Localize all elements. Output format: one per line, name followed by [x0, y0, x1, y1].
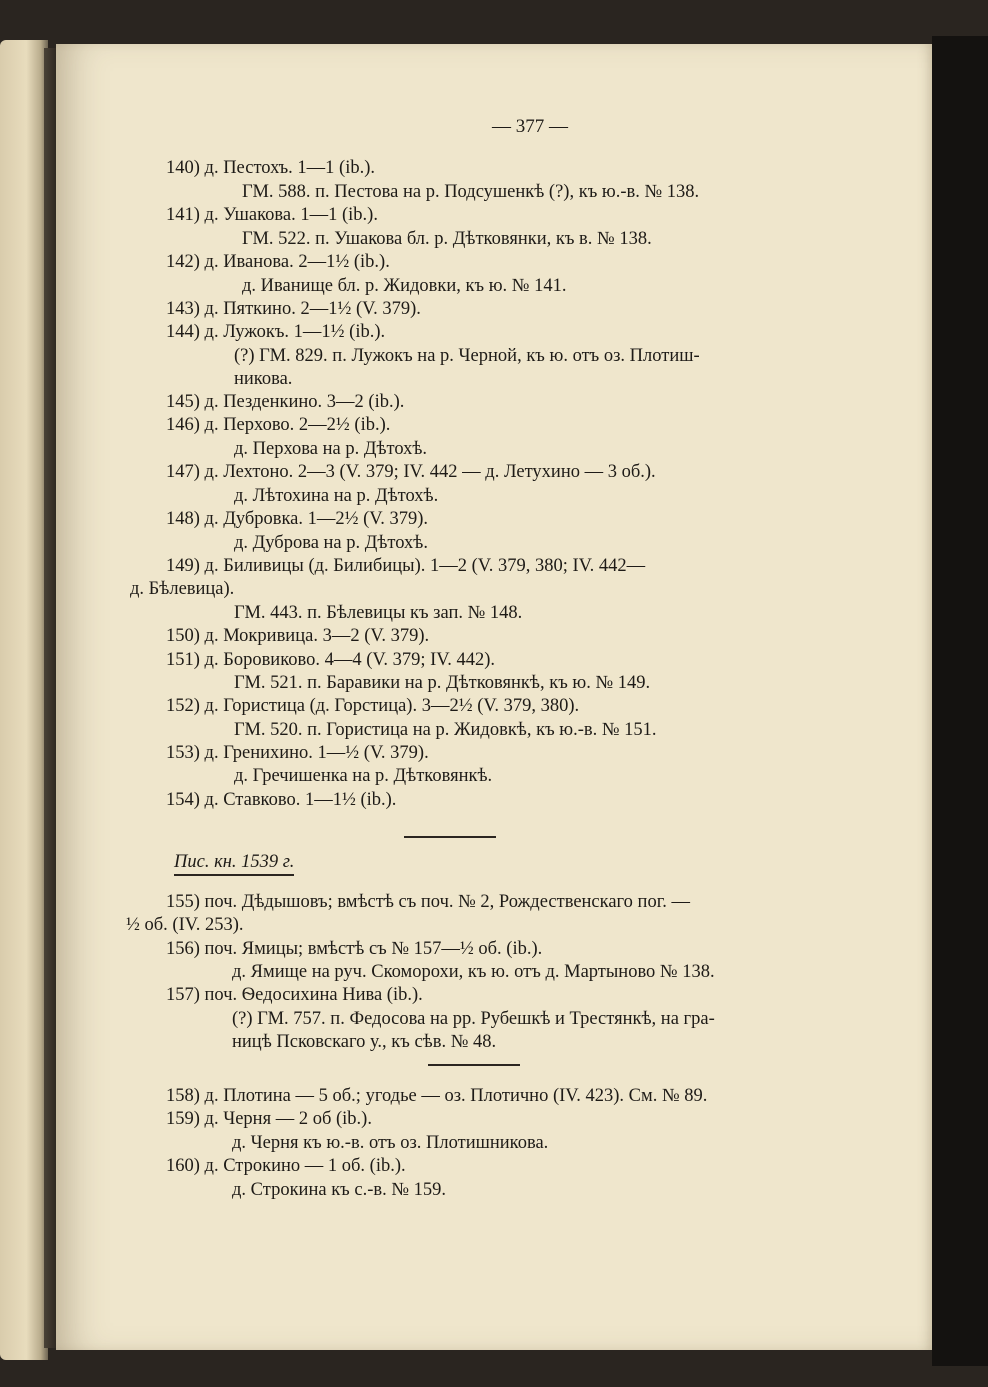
- entry-line: (?) ГМ. 757. п. Федосова на рр. Рубешкѣ и Трестянкѣ, на гра-: [232, 1009, 715, 1029]
- section-title: Пис. кн. 1539 г.: [174, 852, 294, 876]
- entry-line: 150) д. Мокривица. 3—2 (V. 379).: [166, 626, 430, 646]
- entry-line: ГМ. 520. п. Гористица на р. Жидовкѣ, къ ю.-в. № 151.: [234, 720, 657, 740]
- page-number: — 377 —: [492, 116, 568, 137]
- entry-line: 142) д. Иванова. 2—1½ (ib.).: [166, 252, 390, 272]
- entry-line: д. Черня къ ю.-в. отъ оз. Плотишникова.: [232, 1133, 549, 1153]
- left-page-edge: [0, 40, 48, 1360]
- entry-line: никова.: [234, 369, 293, 389]
- entry-line: д. Иванище бл. р. Жидовки, къ ю. № 141.: [242, 276, 567, 296]
- entry-line: (?) ГМ. 829. п. Лужокъ на р. Черной, къ ю. отъ оз. Плотиш-: [234, 346, 700, 366]
- entry-line: 158) д. Плотина — 5 об.; угодье — оз. Плотично (IV. 423). См. № 89.: [166, 1086, 708, 1106]
- entry-line: 144) д. Лужокъ. 1—1½ (ib.).: [166, 322, 386, 342]
- entry-line: 151) д. Боровиково. 4—4 (V. 379; IV. 442).: [166, 650, 496, 670]
- entry-line: 154) д. Ставково. 1—1½ (ib.).: [166, 790, 397, 810]
- entry-line: 153) д. Гренихино. 1—½ (V. 379).: [166, 743, 429, 763]
- entry-line: 160) д. Строкино — 1 об. (ib.).: [166, 1156, 406, 1176]
- entry-line: 145) д. Пезденкино. 3—2 (ib.).: [166, 392, 405, 412]
- entry-line: 148) д. Дубровка. 1—2½ (V. 379).: [166, 509, 429, 529]
- entry-line: ницѣ Псковскаго у., къ сѣв. № 48.: [232, 1032, 497, 1052]
- entry-line: 140) д. Пестохъ. 1—1 (ib.).: [166, 158, 376, 178]
- entry-line: ГМ. 588. п. Пестова на р. Подсушенкѣ (?), къ ю.-в. № 138.: [242, 182, 700, 202]
- entry-line: 147) д. Лехтоно. 2—3 (V. 379; IV. 442 — д. Летухино — 3 об.).: [166, 462, 656, 482]
- entry-line: 157) поч. Ѳедосихина Нива (ib.).: [166, 985, 423, 1005]
- entry-line: 146) д. Перхово. 2—2½ (ib.).: [166, 415, 391, 435]
- entry-line: д. Лѣтохина на р. Дѣтохѣ.: [234, 486, 439, 506]
- entry-line: ГМ. 443. п. Бѣлевицы къ зап. № 148.: [234, 603, 523, 623]
- book-page: [56, 44, 932, 1350]
- entry-line: 143) д. Пяткино. 2—1½ (V. 379).: [166, 299, 421, 319]
- entry-line: 155) поч. Дѣдышовъ; вмѣстѣ съ поч. № 2, Рождественскаго пог. —: [166, 892, 690, 912]
- section-divider: [428, 1064, 520, 1066]
- entry-line: ½ об. (IV. 253).: [126, 915, 244, 935]
- book-cover-edge: [932, 36, 988, 1366]
- entry-line: 149) д. Биливицы (д. Билибицы). 1—2 (V. 379, 380; IV. 442—: [166, 556, 646, 576]
- section-divider: [404, 836, 496, 838]
- entry-line: д. Дуброва на р. Дѣтохѣ.: [234, 533, 428, 553]
- entry-line: 152) д. Гористица (д. Горстица). 3—2½ (V. 379, 380).: [166, 696, 580, 716]
- entry-line: д. Бѣлевица).: [130, 579, 235, 599]
- entry-line: ГМ. 521. п. Баравики на р. Дѣтковянкѣ, къ ю. № 149.: [234, 673, 651, 693]
- entry-line: 159) д. Черня — 2 об (ib.).: [166, 1109, 372, 1129]
- entry-line: 141) д. Ушакова. 1—1 (ib.).: [166, 205, 378, 225]
- entry-line: д. Перхова на р. Дѣтохѣ.: [234, 439, 428, 459]
- entry-line: д. Ямище на руч. Скоморохи, къ ю. отъ д. Мартыново № 138.: [232, 962, 715, 982]
- entry-line: д. Строкина къ с.-в. № 159.: [232, 1180, 447, 1200]
- entry-line: ГМ. 522. п. Ушакова бл. р. Дѣтковянки, къ в. № 138.: [242, 229, 652, 249]
- entry-line: д. Гречишенка на р. Дѣтковянкѣ.: [234, 766, 493, 786]
- entry-line: 156) поч. Ямицы; вмѣстѣ съ № 157—½ об. (ib.).: [166, 939, 543, 959]
